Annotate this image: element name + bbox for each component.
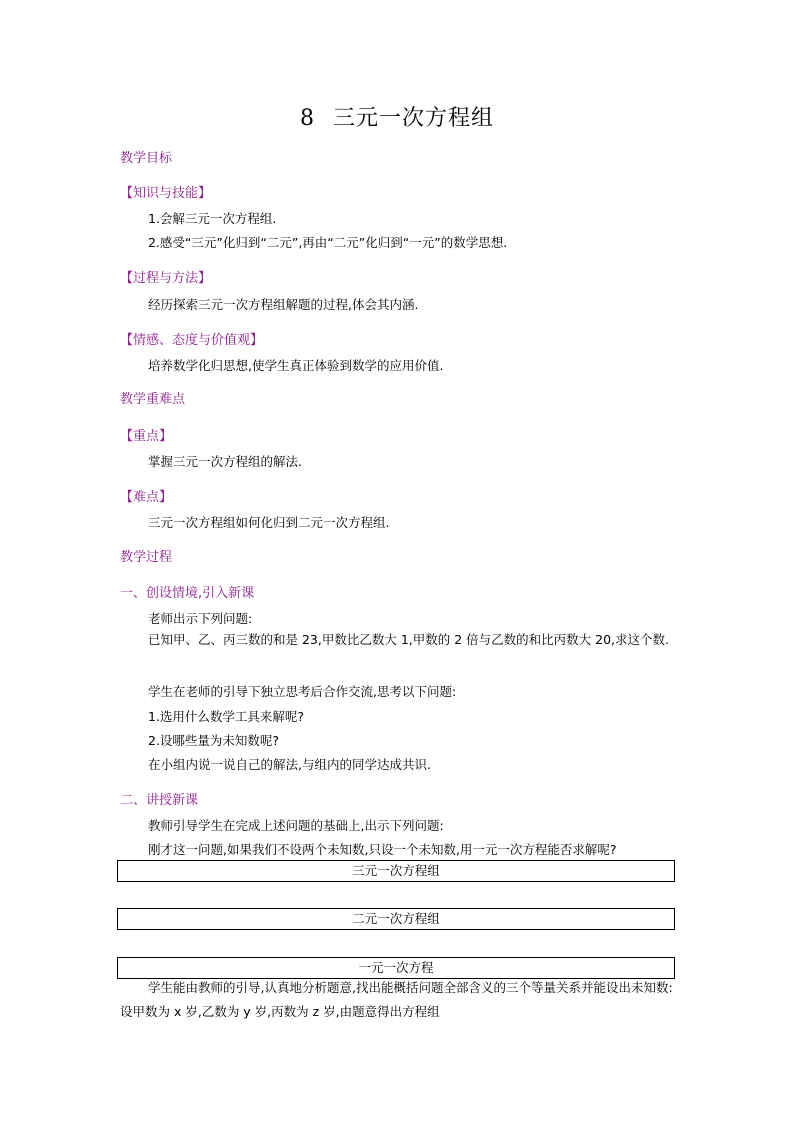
goals-heading: 教学目标 xyxy=(120,151,173,166)
process-heading: 教学过程 xyxy=(120,550,173,565)
knowledge-item-1: 1.会解三元一次方程组. xyxy=(148,211,277,226)
emotion-text: 培养数学化归思想,使学生真正体验到数学的应用价值. xyxy=(148,358,444,373)
difficult-point-heading: 【难点】 xyxy=(120,490,173,505)
chapter-title: 三元一次方程组 xyxy=(332,106,494,131)
section-1-line-2: 已知甲、乙、丙三数的和是 23,甲数比乙数大 1,甲数的 2 倍与乙数的和比丙数大 20,求这个数. xyxy=(148,632,669,647)
key-point-text: 掌握三元一次方程组的解法. xyxy=(148,454,302,469)
section-1-question-1: 1.选用什么数学工具来解呢? xyxy=(148,709,305,724)
chapter-number: 8 xyxy=(299,106,315,131)
section-1-line-3: 学生在老师的引导下独立思考后合作交流,思考以下问题: xyxy=(148,684,457,699)
section-1-line-1: 老师出示下列问题: xyxy=(148,611,253,626)
section-1-question-2: 2.设哪些量为未知数呢? xyxy=(148,733,280,748)
process-method-heading: 【过程与方法】 xyxy=(120,271,212,286)
section-2-heading: 二、讲授新课 xyxy=(120,793,199,808)
box-one-variable-equation: 一元一次方程 xyxy=(117,957,675,979)
knowledge-heading: 【知识与技能】 xyxy=(120,186,212,201)
section-1-line-4: 在小组内说一说自己的解法,与组内的同学达成共识. xyxy=(148,757,431,772)
section-2-line-3: 学生能由教师的引导,认真地分析题意,找出能概括问题全部含义的三个等量关系并能设出未知数:设甲数为 x 岁,乙数为 y 岁,丙数为 z 岁,由题意得出方程组 xyxy=(120,980,673,1019)
box-three-variable-system: 三元一次方程组 xyxy=(117,860,675,882)
difficult-point-text: 三元一次方程组如何化归到二元一次方程组. xyxy=(148,515,390,530)
page-title xyxy=(0,101,794,132)
section-2-line-2: 刚才这一问题,如果我们不设两个未知数,只设一个未知数,用一元一次方程能否求解呢? xyxy=(148,842,617,857)
process-method-text: 经历探索三元一次方程组解题的过程,体会其内涵. xyxy=(148,297,419,312)
section-1-heading: 一、创设情境,引入新课 xyxy=(120,586,255,601)
section-2-line-1: 教师引导学生在完成上述问题的基础上,出示下列问题: xyxy=(148,818,444,833)
emotion-heading: 【情感、态度与价值观】 xyxy=(120,333,264,348)
knowledge-item-2: 2.感受“三元”化归到“二元”,再由“二元”化归到“一元”的数学思想. xyxy=(148,235,508,250)
box-two-variable-system: 二元一次方程组 xyxy=(117,908,675,930)
key-point-heading: 【重点】 xyxy=(120,429,173,444)
key-difficult-heading: 教学重难点 xyxy=(120,392,186,407)
